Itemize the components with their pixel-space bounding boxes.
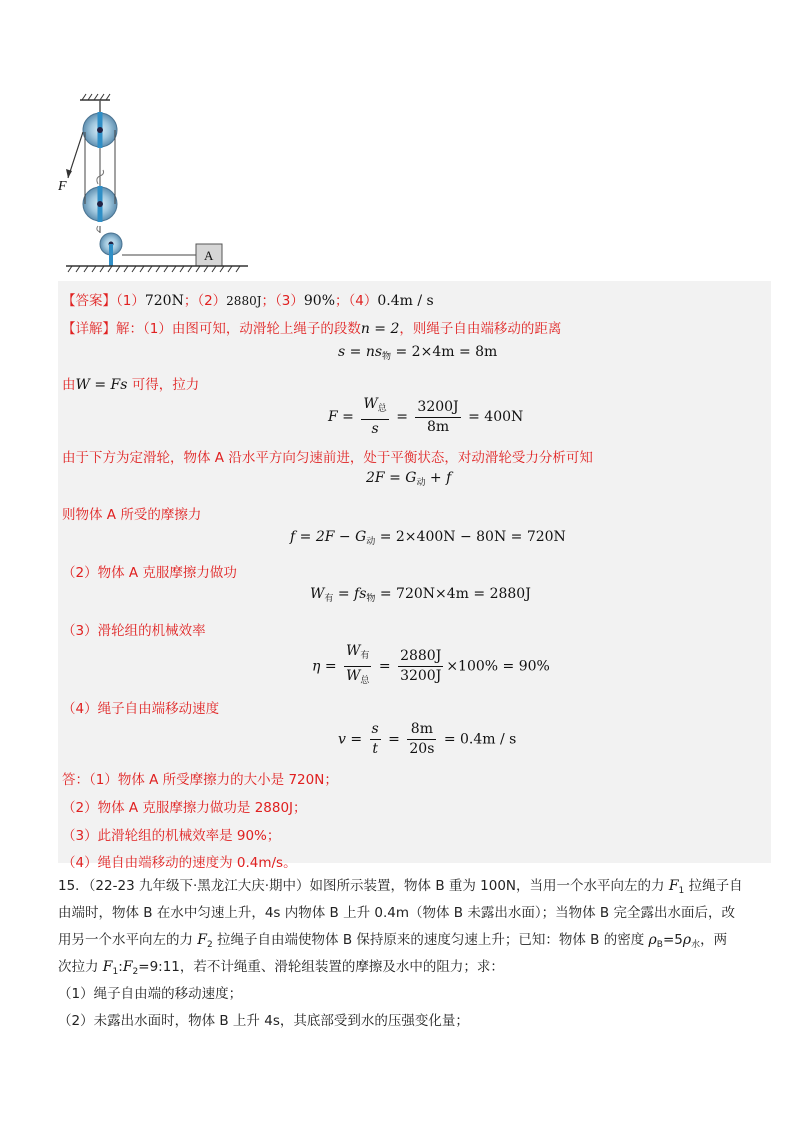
eq-balance: $2F = G_动 + f$ <box>366 470 452 488</box>
answer-2: 2880J <box>226 294 262 308</box>
final-answer-4: （4）绳自由端移动的速度为 0.4m/s。 <box>62 855 297 871</box>
floor <box>66 266 248 272</box>
eq-efficiency: η = $\frac{W_有}{W_总}$ = $\frac{2880J}{3200J}$ ×100% = 90% <box>312 643 550 686</box>
eq-work: $W_有 = fs_物 = 720N\times 4m = 2880J$ <box>310 586 531 604</box>
block-label: A <box>204 248 214 263</box>
force-label: F <box>58 179 67 194</box>
text-from-work: 由W = Fs 可得，拉力 <box>62 377 200 393</box>
text-speed: （4）绳子自由端移动速度 <box>62 701 220 717</box>
question-line-1: 15．（22-23 九年级下·黑龙江大庆·期中）如图所示装置，物体 B 重为 100N，当用一个水平向左的力 $F_1$ 拉绳子自 <box>58 878 743 896</box>
eq-force: F = $\frac{W_总}{s}$ = $\frac{3200J}{8m}$ = 400N <box>328 396 524 437</box>
text-friction: 则物体 A 所受的摩擦力 <box>62 507 202 523</box>
text-balance: 由于下方为定滑轮，物体 A 沿水平方向匀速前进，处于平衡状态，对动滑轮受力分析可知 <box>62 450 593 466</box>
text-efficiency: （3）滑轮组的机械效率 <box>62 623 206 639</box>
detail-intro: 【详解】解：（1）由图可知，动滑轮上绳子的段数n = 2，则绳子自由端移动的距离 <box>62 321 562 337</box>
answer-4: 0.4m / s <box>377 293 434 309</box>
answer-3: 90% <box>303 293 335 309</box>
answer-1: 720N <box>144 293 184 309</box>
question-part-1: （1）绳子自由端的移动速度； <box>58 986 243 1002</box>
answer-tag: 【答案】 <box>62 293 116 309</box>
eq-friction: $f = 2F - G_动 = 2\times 400N - 80N = 720N$ <box>290 529 566 547</box>
answer-line: 【答案】（1）720N；（2）2880J；（3）90%；（4）0.4m / s <box>62 293 434 309</box>
final-answer-1: 答：（1）物体 A 所受摩擦力的大小是 720N； <box>62 772 338 788</box>
ceiling <box>80 94 110 100</box>
pulley-svg <box>58 92 248 277</box>
eq-distance: $s = ns_物 = 2\times 4m = 8m$ <box>338 344 498 362</box>
pulley-diagram <box>58 92 248 277</box>
question-line-4: 次拉力 $F_1:F_2=9:11$，若不计绳重、滑轮组装置的摩擦及水中的阻力；求： <box>58 959 504 977</box>
eq-speed: v = $\frac{s}{t}$ = $\frac{8m}{20s}$ = 0.4m / s <box>338 721 517 757</box>
question-part-2: （2）未露出水面时，物体 B 上升 4s，其底部受到水的压强变化量； <box>58 1013 469 1029</box>
detail-tag: 【详解】 <box>62 321 116 337</box>
question-line-2: 由端时，物体 B 在水中匀速上升，4s 内物体 B 上升 0.4m（物体 B 未露出水面）；当物体 B 完全露出水面后，改 <box>58 905 735 921</box>
final-answer-2: （2）物体 A 克服摩擦力做功是 2880J； <box>62 800 307 816</box>
final-answer-3: （3）此滑轮组的机械效率是 90%； <box>62 828 281 844</box>
question-line-3: 用另一个水平向左的力 $F_2$ 拉绳子自由端使物体 B 保持原来的速度匀速上升；已知：物体 B 的密度 $\rho_B=5\rho_水$，两 <box>58 932 728 950</box>
text-work: （2）物体 A 克服摩擦力做功 <box>62 565 237 581</box>
